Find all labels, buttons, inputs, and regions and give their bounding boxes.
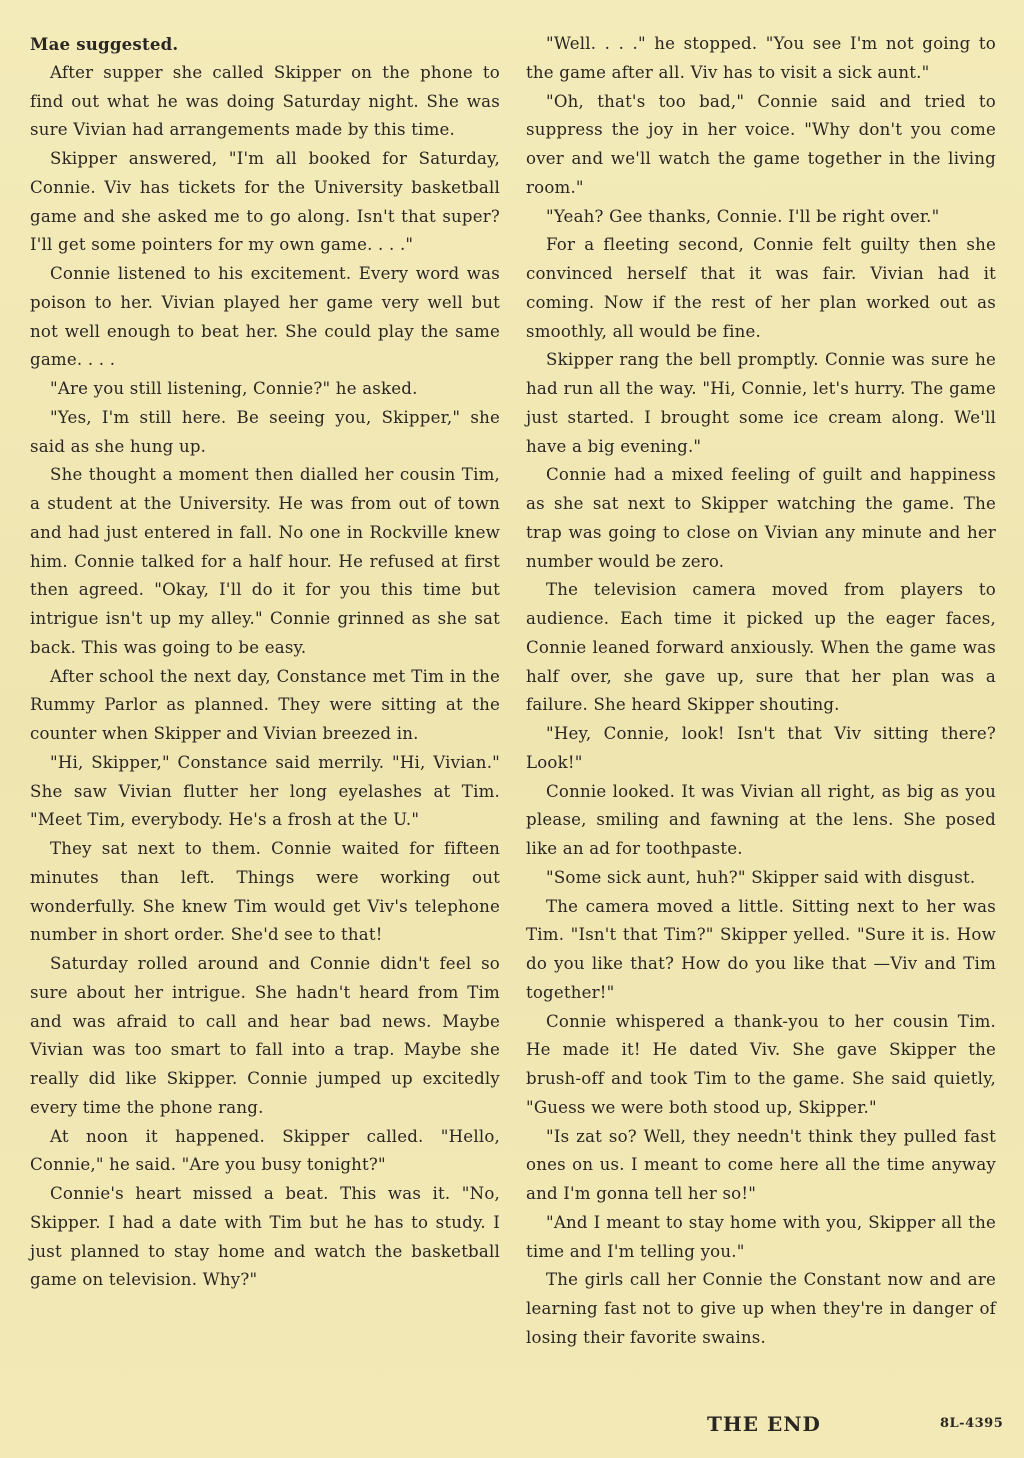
paragraph: "Hi, Skipper," Constance said merrily. "Hi, Vivian." She saw Vivian flutter her long eyelashes at Tim. "Meet Tim, everybody. He's a frosh at the U." (30, 752, 500, 830)
paragraph: "And I meant to stay home with you, Skipper all the time and I'm telling you." (526, 1212, 996, 1261)
paragraph: "Yeah? Gee thanks, Connie. I'll be right over." (546, 206, 940, 226)
paragraph: After supper she called Skipper on the phone to find out what he was doing Saturday night. She was sure Vivian had arrangements made by this time. (30, 62, 500, 140)
paragraph: Skipper answered, "I'm all booked for Saturday, Connie. Viv has tickets for the University basketball game and she asked me to go along. Isn't that super? I'll get some pointers for my own game. . . ." (30, 149, 500, 255)
paragraph: She thought a moment then dialled her cousin Tim, a student at the University. He was from out of town and had just entered in fall. No one in Rockville knew him. Connie talked for a half hour. He refused at first then agreed. "Okay, I'll do it for you this time but intrigue isn't up my alley." Connie grinned as she sat back. This was going to be easy. (30, 465, 500, 657)
paragraph: "Are you still listening, Connie?" he asked. (50, 379, 418, 398)
paragraph: "Some sick aunt, huh?" Skipper said with disgust. (546, 867, 976, 887)
page-code: 8L-4395 (940, 1416, 1004, 1431)
paragraph: Connie had a mixed feeling of guilt and happiness as she sat next to Skipper watching the game. The trap was going to close on Vivian any minute and her number would be zero. (526, 465, 996, 571)
paragraph: Skipper rang the bell promptly. Connie was sure he had run all the way. "Hi, Connie, let's hurry. The game just started. I brought some ice cream along. We'll have a big evening." (526, 350, 996, 456)
paragraph: Connie listened to his excitement. Every word was poison to her. Vivian played her game very well but not well enough to beat her. She could play the same game. . . . (30, 264, 500, 370)
paragraph: The camera moved a little. Sitting next to her was Tim. "Isn't that Tim?" Skipper yelled. "Sure it is. How do you like that? How do you like that —Viv and Tim together!" (526, 896, 996, 1002)
paragraph: "Well. . . ." he stopped. "You see I'm not going to the game after all. Viv has to visit a sick aunt." (526, 34, 996, 82)
paragraph: The television camera moved from players to audience. Each time it picked up the eager faces, Connie leaned forward anxiously. When the game was half over, she gave up, sure that her plan was a failure. She heard Skipper shouting. (526, 580, 996, 715)
left-column (30, 30, 500, 1295)
paragraph: Connie's heart missed a beat. This was it. "No, Skipper. I had a date with Tim but he has to study. I just planned to stay home and watch the basketball game on television. Why?" (30, 1184, 500, 1290)
paragraph: "Is zat so? Well, they needn't think they pulled fast ones on us. I meant to come here all the time anyway and I'm gonna tell her so!" (526, 1126, 996, 1203)
paragraph: Connie looked. It was Vivian all right, as big as you please, smiling and fawning at the lens. She posed like an ad for toothpaste. (526, 781, 996, 858)
paragraph: The girls call her Connie the Constant now and are learning fast not to give up when they're in danger of losing their favorite swains. (526, 1270, 996, 1347)
right-column (526, 30, 996, 1353)
paragraph: They sat next to them. Connie waited for fifteen minutes than left. Things were working out wonderfully. She knew Tim would get Viv's telephone number in short order. She'd see to that! (30, 839, 500, 945)
paragraph: For a fleeting second, Connie felt guilty then she convinced herself that it was fair. Vivian had it coming. Now if the rest of her plan worked out as smoothly, all would be fine. (526, 235, 996, 341)
paragraph: Saturday rolled around and Connie didn't feel so sure about her intrigue. She hadn't heard from Tim and was afraid to call and hear bad news. Maybe Vivian was too smart to fall into a trap. Maybe she really did like Skipper. Connie jumped up excitedly every time the phone rang. (30, 954, 500, 1117)
paragraph: Mae suggested. (30, 34, 179, 54)
paragraph: "Hey, Connie, look! Isn't that Viv sitting there? Look!" (526, 724, 996, 772)
paragraph: After school the next day, Constance met Tim in the Rummy Parlor as planned. They were sitting at the counter when Skipper and Vivian breezed in. (30, 666, 500, 743)
paragraph: Connie whispered a thank-you to her cousin Tim. He made it! He dated Viv. She gave Skipper the brush-off and took Tim to the game. She said quietly, "Guess we were both stood up, Skipper." (526, 1011, 996, 1117)
the-end-label: THE END (707, 1412, 821, 1436)
paragraph: At noon it happened. Skipper called. "Hello, Connie," he said. "Are you busy tonight?" (30, 1126, 500, 1175)
paragraph: "Yes, I'm still here. Be seeing you, Skipper," she said as she hung up. (30, 407, 500, 456)
paragraph: "Oh, that's too bad," Connie said and tried to suppress the joy in her voice. "Why don't you come over and we'll watch the game together in the living room." (526, 91, 996, 197)
